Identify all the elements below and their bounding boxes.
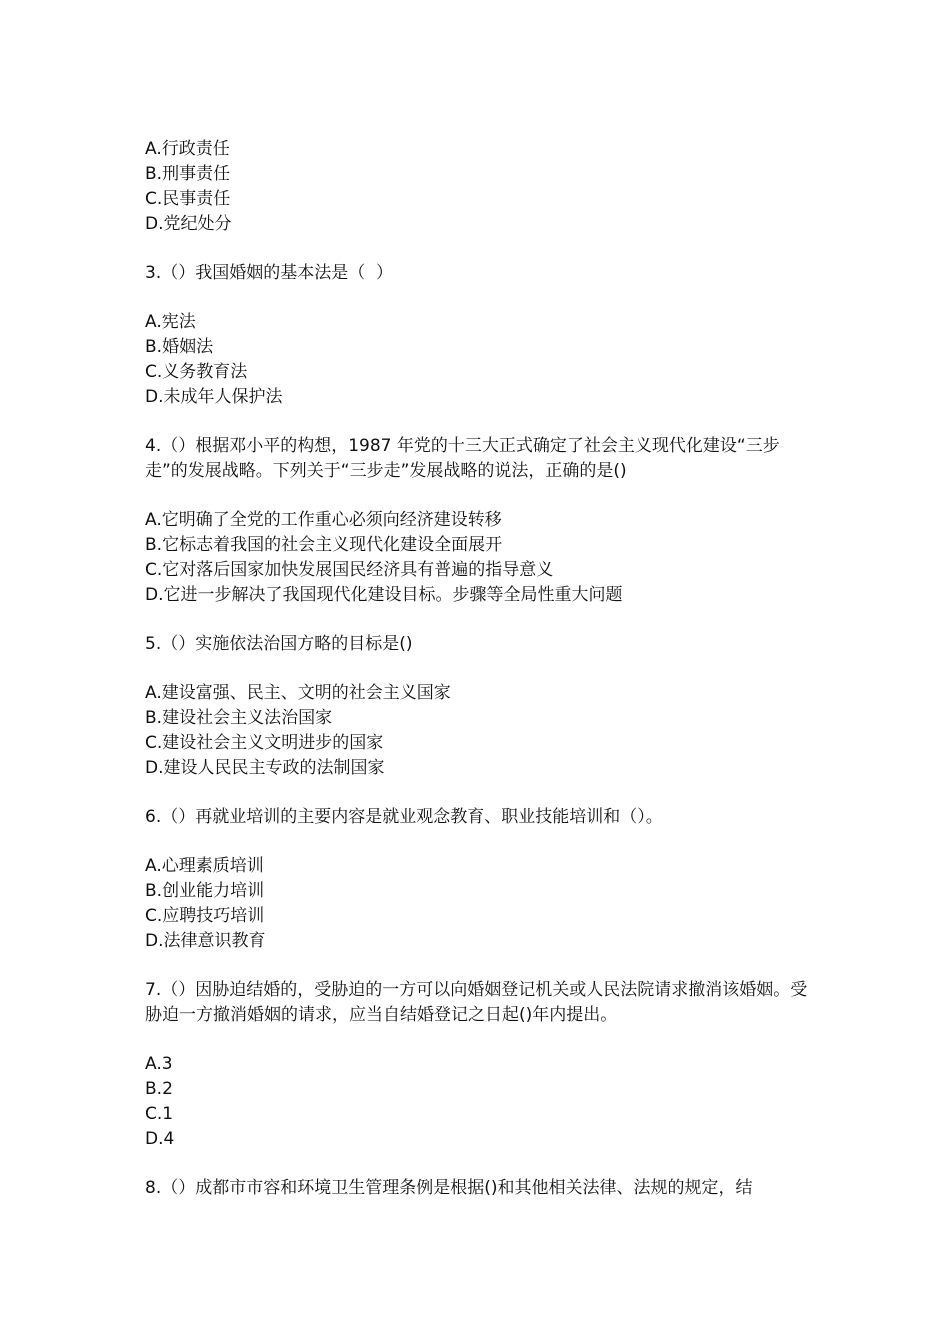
option-b: B.刑事责任: [145, 164, 231, 184]
question-options: [145, 310, 810, 410]
option-c: C.义务教育法: [145, 362, 248, 382]
option-d: D.未成年人保护法: [145, 387, 283, 407]
option-a: A.建设富强、民主、文明的社会主义国家: [145, 683, 451, 703]
question-stem: 4.（）根据邓小平的构想，1987 年党的十三大正式确定了社会主义现代化建设“三步走”的发展战略。下列关于“三步走”发展战略的说法，正确的是(): [145, 436, 780, 481]
option-a: A.3: [145, 1054, 173, 1074]
question-stem: 3.（）我国婚姻的基本法是（ ）: [145, 263, 394, 283]
option-d: D.它进一步解决了我国现代化建设目标。步骤等全局性重大问题: [145, 585, 623, 605]
option-c: C.民事责任: [145, 189, 231, 209]
exam-page: [145, 137, 810, 1201]
option-d: D.法律意识教育: [145, 931, 266, 951]
question-options: [145, 681, 810, 781]
question-8: [145, 1176, 810, 1201]
option-c: C.1: [145, 1104, 174, 1124]
question-stem: 6.（）再就业培训的主要内容是就业观念教育、职业技能培训和（）。: [145, 807, 663, 827]
leading-options: [145, 137, 810, 237]
option-c: C.它对落后国家加快发展国民经济具有普遍的指导意义: [145, 560, 554, 580]
option-d: D.党纪处分: [145, 214, 232, 234]
option-a: A.行政责任: [145, 139, 230, 159]
option-b: B.2: [145, 1079, 173, 1099]
question-options: [145, 1052, 810, 1152]
question-options: [145, 508, 810, 608]
option-a: A.它明确了全党的工作重心必须向经济建设转移: [145, 510, 502, 530]
question-stem: 8.（）成都市市容和环境卫生管理条例是根据()和其他相关法律、法规的规定，结: [145, 1178, 753, 1198]
option-d: D.4: [145, 1129, 175, 1149]
question-options: [145, 854, 810, 954]
option-a: A.心理素质培训: [145, 856, 264, 876]
option-b: B.婚姻法: [145, 337, 214, 357]
question-3: [145, 261, 810, 410]
option-c: C.建设社会主义文明进步的国家: [145, 733, 384, 753]
option-b: B.它标志着我国的社会主义现代化建设全面展开: [145, 535, 503, 555]
option-a: A.宪法: [145, 312, 196, 332]
option-c: C.应聘技巧培训: [145, 906, 265, 926]
question-7: [145, 978, 810, 1152]
question-4: [145, 434, 810, 608]
question-stem: 7.（）因胁迫结婚的，受胁迫的一方可以向婚姻登记机关或人民法院请求撤消该婚姻。受胁迫一方撤消婚姻的请求，应当自结婚登记之日起()年内提出。: [145, 980, 808, 1025]
question-stem: 5.（）实施依法治国方略的目标是(): [145, 634, 413, 654]
option-b: B.创业能力培训: [145, 881, 265, 901]
option-d: D.建设人民民主专政的法制国家: [145, 758, 385, 778]
question-6: [145, 805, 810, 954]
option-b: B.建设社会主义法治国家: [145, 708, 333, 728]
question-5: [145, 632, 810, 781]
